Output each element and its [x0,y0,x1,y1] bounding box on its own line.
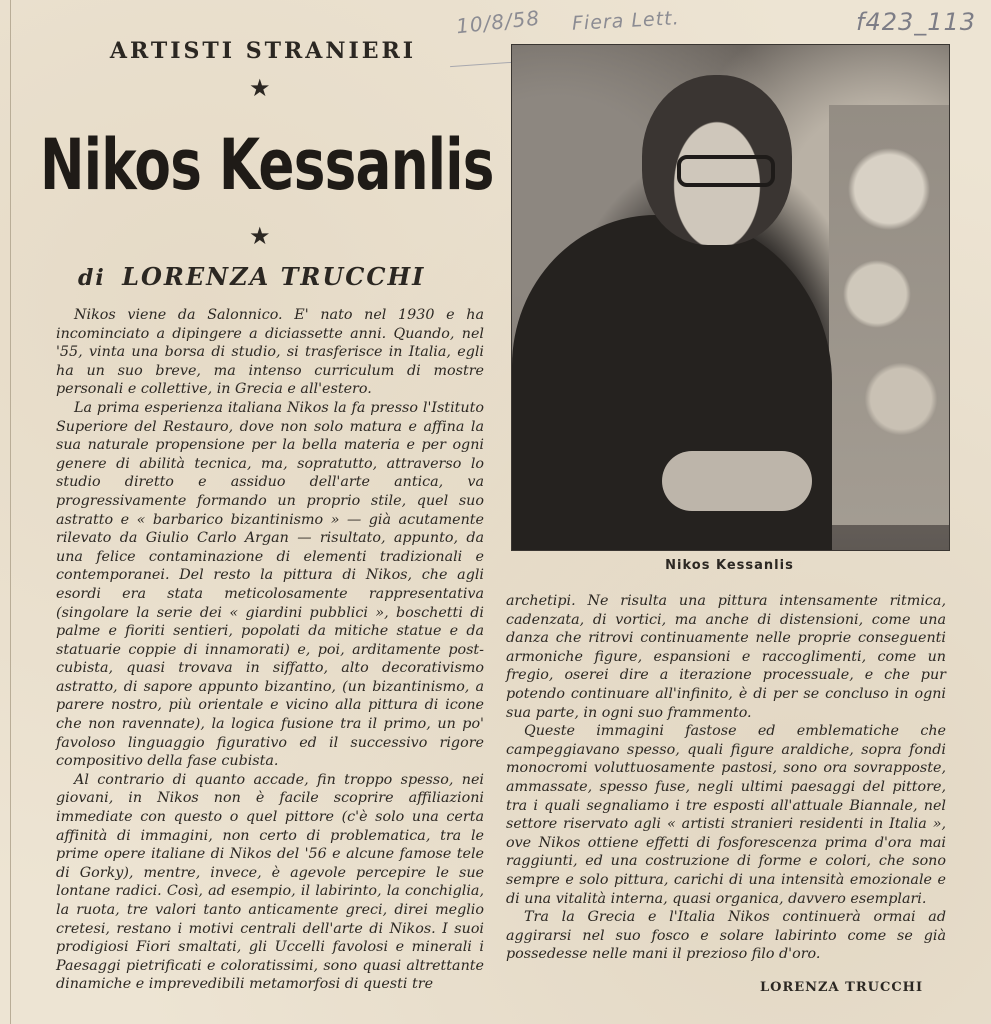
paragraph: Nikos viene da Salonnico. E' nato nel 1930 e ha incominciato a dipingere a diciassette anni. Quando, nel '55, vinta una borsa di studio, si trasferisce in Italia, egli ha un suo breve, ma intenso curriculum di mostre personali e collettive, in Grecia e all'estero. [56,307,484,398]
paragraph: Queste immagini fastose ed emblematiche che campeggiavano spesso, quali figure araldiche, sopra fondi monocromi voluttuosamente pastosi, sono ora sovrapposte, ammassate, spesso fuse, negli ultimi paesaggi del pittore, tra i quali segnaliamo i tre esposti all'attuale Biannale, nel settore riservato agli « artisti stranieri residenti in Italia », ove Nikos ottiene effetti di fosforescenza prima d'ora mai raggiunti, ed una costruzione di forme e colori, che sono sempre e solo pittura, carichi di una intensità emozionale e di una vitalità interna, quasi organica, davvero esemplari. [506,723,946,907]
paragraph: Tra la Grecia e l'Italia Nikos continuerà ormai ad aggirarsi nel suo fosco e solare labirinto come se già possedesse nelle mani il prezioso filo d'oro. [506,909,946,963]
star-ornament-top: ★ [249,74,271,102]
page-edge [10,0,11,1024]
photo-figure-hands [662,451,812,511]
handwritten-reference: f423_113 [856,8,977,36]
article-column-left [56,306,484,994]
section-kicker: ARTISTI STRANIERI [109,38,417,64]
photo-figure-glasses [677,155,775,187]
paragraph: Al contrario di quanto accade, fin troppo spesso, nei giovani, in Nikos non è facile scoprire affiliazioni immediate con questo o quel pittore (c'è solo una certa affinità di immagini, non certo di problematica, tra le prime opere italiane di Nikos del '56 e alcune famose tele di Gorky), mentre, invece, è agevole percepire le sue lontane radici. Così, ad esempio, il labirinto, la conchiglia, la ruota, tre valori tanto anticamente greci, direi meglio cretesi, restano i motivi centrali dell'arte di Nikos. I suoi prodigiosi Fiori smaltati, gli Uccelli favolosi e minerali i Paesaggi pietrificati e coloratissimi, sono quasi altrettante dinamiche e imprevedibili metamorfosi di questi tre [56,771,484,993]
paragraph: archetipi. Ne risulta una pittura intensamente ritmica, cadenzata, di vortici, ma anche di distensioni, come una danza che ritrovi continuamente nelle proprie conseguenti armoniche figure, espansioni e raccoglimenti, come un fregio, oserei dire a iterazione processuale, e che pur potendo continuare all'infinito, è di per se concluso in ogni sua parte, in ogni suo frammento. [506,593,946,721]
article-column-right [506,592,946,964]
portrait-photo [511,44,950,551]
handwritten-source: Fiera Lett. [571,7,681,35]
byline-prefix: di [78,265,106,291]
byline-author: LORENZA TRUCCHI [122,262,426,291]
article-headline: Nikos Kessanlis [40,124,494,206]
paragraph: La prima esperienza italiana Nikos la fa presso l'Istituto Superiore del Restauro, dove non solo matura e affina la sua naturale propensione per la bella materia e per ogni genere di abilità tecnica, ma, sopratutto, attraverso lo studio diretto e assiduo dell'arte antica, va progressivamente formando un proprio stile, quel suo astratto e « barbarico bizantinismo » — già acutamente rilevato da Giulio Carlo Argan — risultato, appunto, da una felice contaminazione di elementi tradizionali e contemporanei. Del resto la pittura di Nikos, che agli esordi era stata meticolosamente rappresentativa (singolare la serie dei « giardini pubblici », boschetti di palme e fioriti sentieri, popolati da mitiche statue e da statuarie coppie di innamorati) e, poi, arditamente post-cubista, quasi trovava in siffatto, alto decorativismo astratto, di sapore appunto bizantino, (un bizantinismo, a parere nostro, più orientale e vicino alla pittura di icone che non ravennate), la logica fusione tra il primo, un po' favoloso linguaggio figurativo ed il successivo rigore compositivo della fase cubista. [56,399,484,770]
photo-caption: Nikos Kessanlis [665,558,794,573]
author-signature: LORENZA TRUCCHI [760,980,924,995]
byline [78,262,478,291]
photo-flowers-background [829,105,949,525]
star-ornament-bottom: ★ [249,222,271,250]
handwritten-date: 10/8/58 [454,5,542,39]
